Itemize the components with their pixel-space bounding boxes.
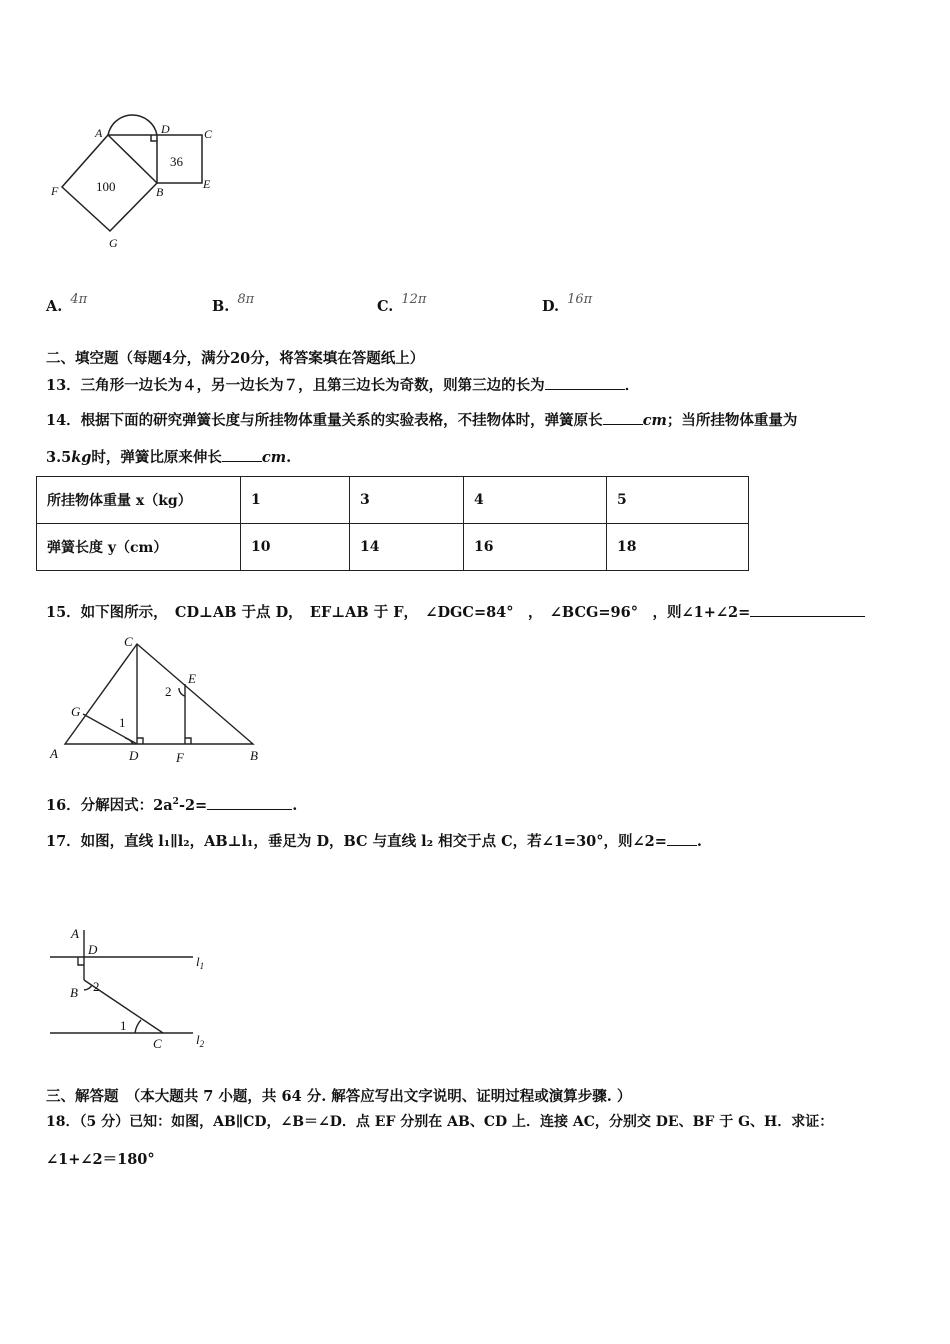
- question-16: 16．分解因式：$2a^2-2=$ .: [46, 797, 298, 814]
- label-f: F: [51, 184, 59, 198]
- angle-1: 1: [119, 715, 126, 730]
- table-cell: 18: [607, 524, 749, 571]
- angle-2: 2: [165, 684, 172, 699]
- table-cell: 16: [464, 524, 607, 571]
- triangle-abc: [65, 644, 253, 744]
- spring-table: [36, 476, 749, 571]
- label-g: G: [71, 704, 81, 719]
- table-cell: 5: [607, 477, 749, 524]
- table-cell: 1: [241, 477, 350, 524]
- table-row: [37, 524, 749, 571]
- figure-triangle-perpendiculars: [45, 632, 275, 772]
- label-c: C: [124, 634, 133, 649]
- question-18-line1: 18．（5 分）已知：如图，AB∥CD，∠B＝∠D．点 EF 分别在 AB、CD 上．连接 AC，分别交 DE、BF 于 G、H．求证：: [46, 1114, 834, 1130]
- label-f: F: [176, 750, 184, 765]
- question-17: 17．如图，直线 l₁∥l₂，AB⊥l₁，垂足为 D，BC 与直线 l₂ 相交于点 C，若∠1=30°，则∠2= .: [46, 833, 702, 850]
- angle-1: 1: [120, 1018, 127, 1033]
- label-b: B: [70, 985, 78, 1000]
- label-a: A: [95, 126, 103, 140]
- label-l1: $l_1$: [196, 954, 205, 971]
- figure-parallel-lines: [45, 920, 225, 1060]
- section3-heading: 三、解答题 （本大题共 7 小题，共 64 分. 解答应写出文字说明、证明过程或演算步骤. ）: [46, 1088, 632, 1105]
- question-18-line2: ∠1+∠2＝180°: [46, 1151, 155, 1168]
- label-g: G: [109, 236, 118, 250]
- table-cell: 3: [350, 477, 464, 524]
- question-14-line1: 14．根据下面的研究弹簧长度与所挂物体重量关系的实验表格，不挂物体时，弹簧原长 cm；当所挂物体重量为: [46, 412, 798, 429]
- label-a: A: [50, 746, 58, 761]
- table-header-weight: 所挂物体重量 x（kg）: [37, 477, 241, 524]
- option-a: A. 4π: [46, 292, 88, 315]
- label-l2: $l_2$: [196, 1032, 205, 1049]
- figure-squares-semicircle: [40, 100, 230, 260]
- label-c: C: [153, 1036, 162, 1051]
- question-13: 13．三角形一边长为４，另一边长为７，且第三边长为奇数，则第三边的长为 ．: [46, 377, 640, 394]
- label-b: B: [156, 185, 164, 199]
- label-c: C: [204, 127, 213, 141]
- table-header-length: 弹簧长度 y（cm）: [37, 524, 241, 571]
- angle-2: 2: [93, 979, 100, 994]
- label-d: D: [88, 942, 98, 957]
- section2-heading: 二、填空题（每题4分，满分20分，将答案填在答题纸上）: [46, 350, 425, 367]
- label-d: D: [129, 748, 139, 763]
- label-e: E: [203, 177, 211, 191]
- label-b: B: [250, 748, 258, 763]
- option-c: C. 12π: [377, 292, 427, 315]
- table-row: [37, 477, 749, 524]
- semicircle-arc: [108, 115, 157, 135]
- label-a: A: [71, 926, 79, 941]
- table-cell: 4: [464, 477, 607, 524]
- question-15: 15．如下图所示， CD⊥AB 于点 D， EF⊥AB 于 F， ∠DGC=84° ， ∠BCG=96° ，则∠1+∠2=: [46, 601, 865, 622]
- table-cell: 10: [241, 524, 350, 571]
- question-14-line2: 3.5kg时，弹簧比原来伸长 cm.: [46, 449, 292, 466]
- area-large: 100: [96, 179, 116, 194]
- option-d: D. 16π: [542, 292, 593, 315]
- area-small: 36: [170, 154, 183, 169]
- label-d: D: [161, 122, 170, 136]
- table-cell: 14: [350, 524, 464, 571]
- label-e: E: [188, 671, 196, 686]
- option-b: B. 8π: [212, 292, 255, 315]
